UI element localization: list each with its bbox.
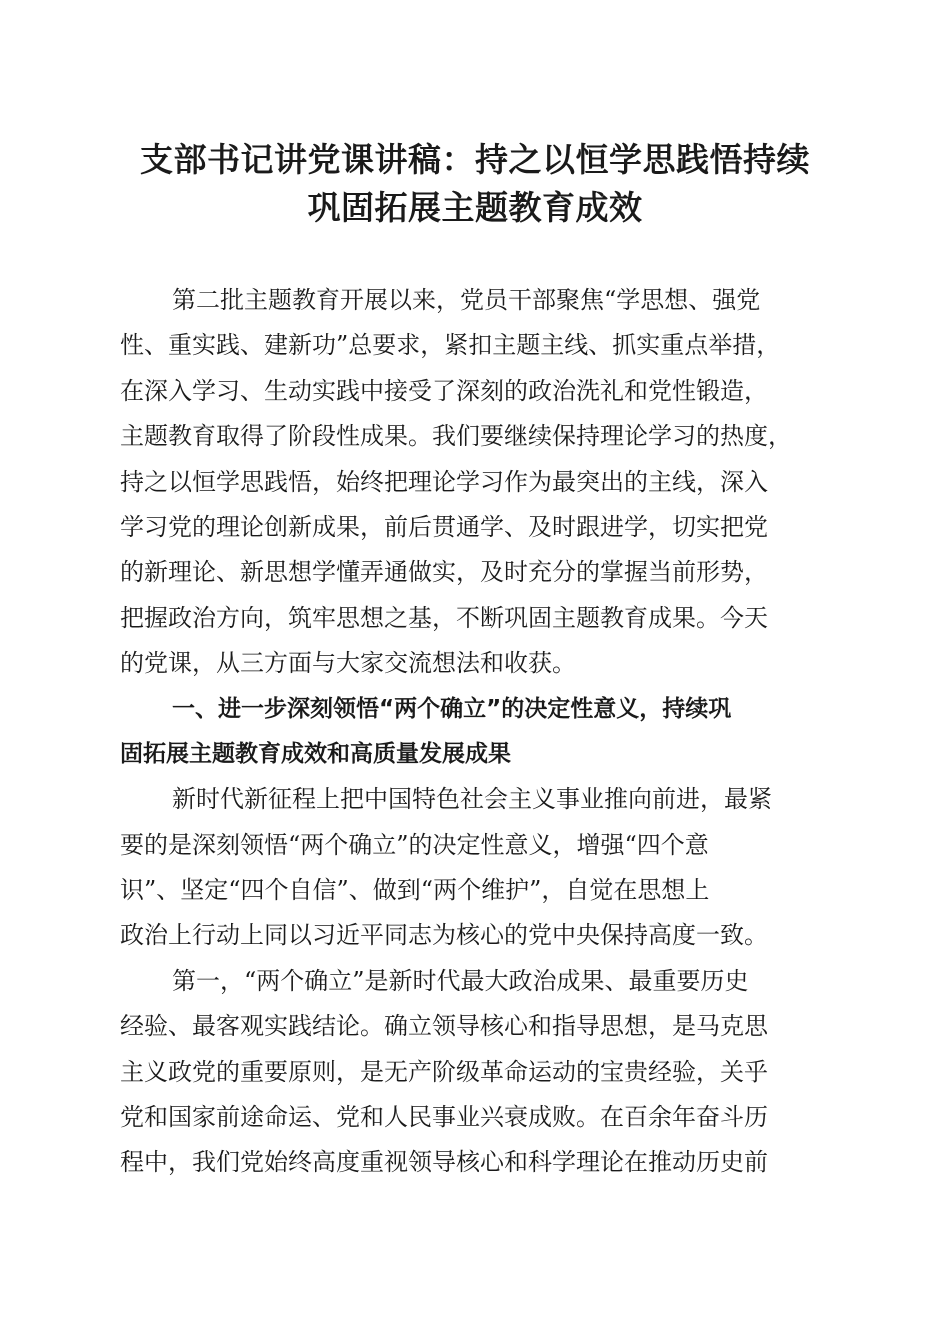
paragraph-line: 要的是深刻领悟“两个确立”的决定性意义，增强“四个意 <box>120 830 709 859</box>
paragraph-line: 识”、坚定“四个自信”、做到“两个维护”，自觉在思想上 <box>120 876 710 905</box>
paragraph-line: 在深入学习、生动实践中接受了深刻的政治洗礼和党性锻造， <box>120 376 768 405</box>
document-title <box>100 136 850 232</box>
paragraph-line: 经验、最客观实践结论。确立领导核心和指导思想，是马克思 <box>120 1012 768 1041</box>
paragraph-line: 主题教育取得了阶段性成果。我们要继续保持理论学习的热度， <box>120 422 792 451</box>
paragraph-line: 第一，“两个确立”是新时代最大政治成果、最重要历史 <box>172 966 749 995</box>
paragraph-line: 持之以恒学思践悟，始终把理论学习作为最突出的主线，深入 <box>120 467 768 496</box>
paragraph-line: 第二批主题教育开展以来，党员干部聚焦“学思想、强党 <box>172 286 761 314</box>
paragraph-line: 学习党的理论创新成果，前后贯通学、及时跟进学，切实把党 <box>120 512 768 541</box>
paragraph-line: 新时代新征程上把中国特色社会主义事业推向前进，最紧 <box>172 785 772 814</box>
title-line: 巩固拓展主题教育成效 <box>307 188 643 227</box>
paragraph-line: 把握政治方向，筑牢思想之基，不断巩固主题教育成果。今天 <box>120 603 768 632</box>
paragraph-line: 的新理论、新思想学懂弄通做实，及时充分的掌握当前形势， <box>120 558 768 587</box>
paragraph-line: 主义政党的重要原则，是无产阶级革命运动的宝贵经验，关乎 <box>120 1057 768 1086</box>
paragraph-line: 性、重实践、建新功”总要求，紧扣主题主线、抓实重点举措， <box>120 331 781 360</box>
section-heading-line: 固拓展主题教育成效和高质量发展成果 <box>120 740 511 767</box>
document-body <box>120 278 832 1186</box>
paragraph-line: 的党课，从三方面与大家交流想法和收获。 <box>120 649 576 678</box>
paragraph-line: 党和国家前途命运、党和人民事业兴衰成败。在百余年奋斗历 <box>120 1103 768 1132</box>
paragraph-line: 程中，我们党始终高度重视领导核心和科学理论在推动历史前 <box>120 1148 768 1177</box>
paragraph-line: 政治上行动上同以习近平同志为核心的党中央保持高度一致。 <box>120 921 768 950</box>
title-line: 支部书记讲党课讲稿：持之以恒学思践悟持续 <box>140 140 810 179</box>
section-heading-line: 一、进一步深刻领悟“两个确立”的决定性意义，持续巩 <box>172 695 732 722</box>
